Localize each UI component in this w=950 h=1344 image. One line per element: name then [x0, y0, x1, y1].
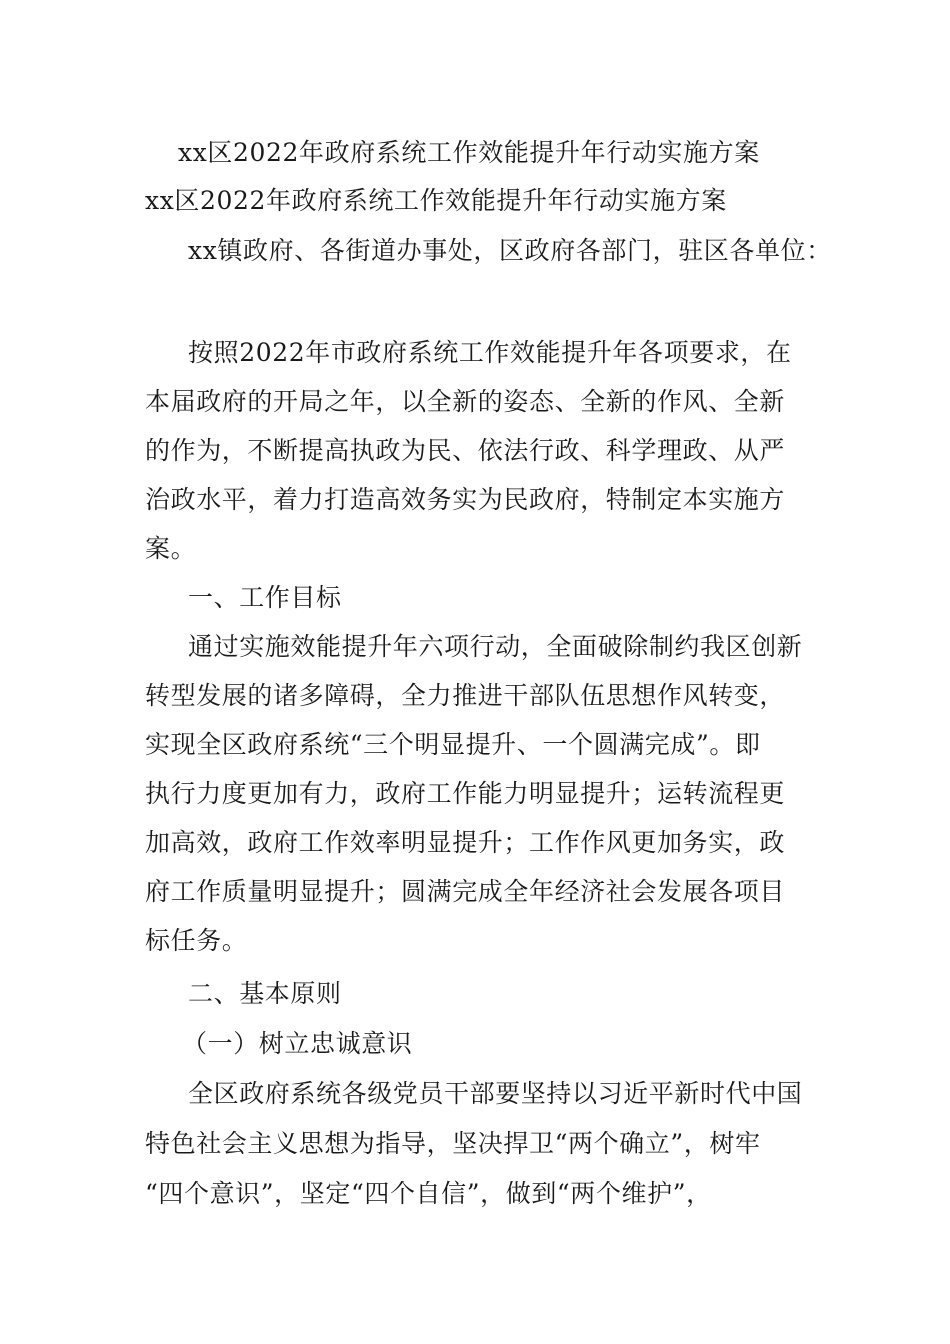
intro-line: 按照2022年市政府系统工作效能提升年各项要求，在	[188, 338, 792, 367]
document-title: xx区2022年政府系统工作效能提升年行动实施方案	[145, 186, 727, 215]
goals-line: 转型发展的诸多障碍，全力推进干部队伍思想作风转变，	[145, 681, 786, 710]
intro-line: 治政水平，着力打造高效务实为民政府，特制定本实施方	[145, 485, 786, 514]
document-title-repeat: xx区2022年政府系统工作效能提升年行动实施方案	[178, 138, 760, 167]
loyalty-line: 全区政府系统各级党员干部要坚持以习近平新时代中国	[188, 1079, 803, 1108]
intro-line: 案。	[145, 534, 197, 563]
goals-line: 标任务。	[145, 926, 248, 955]
goals-line: 执行力度更加有力，政府工作能力明显提升；运转流程更	[145, 779, 786, 808]
intro-line: 的作为，不断提高执政为民、依法行政、科学理政、从严	[145, 436, 786, 465]
recipients-line: xx镇政府、各街道办事处，区政府各部门，驻区各单位：	[188, 236, 832, 265]
loyalty-line: 特色社会主义思想为指导，坚决捍卫“两个确立”，树牢	[145, 1129, 761, 1158]
section-heading-principles: 二、基本原则	[188, 979, 342, 1008]
loyalty-line: “四个意识”，坚定“四个自信”，做到“两个维护”，	[145, 1179, 712, 1208]
goals-line: 加高效，政府工作效率明显提升；工作作风更加务实，政	[145, 828, 786, 857]
subsection-heading-loyalty: （一）树立忠诚意识	[182, 1029, 413, 1058]
goals-line: 通过实施效能提升年六项行动，全面破除制约我区创新	[188, 632, 803, 661]
goals-line: 府工作质量明显提升；圆满完成全年经济社会发展各项目	[145, 877, 786, 906]
goals-line: 实现全区政府系统“三个明显提升、一个圆满完成”。即	[145, 730, 761, 759]
intro-line: 本届政府的开局之年，以全新的姿态、全新的作风、全新	[145, 387, 786, 416]
section-heading-goals: 一、工作目标	[188, 583, 342, 612]
